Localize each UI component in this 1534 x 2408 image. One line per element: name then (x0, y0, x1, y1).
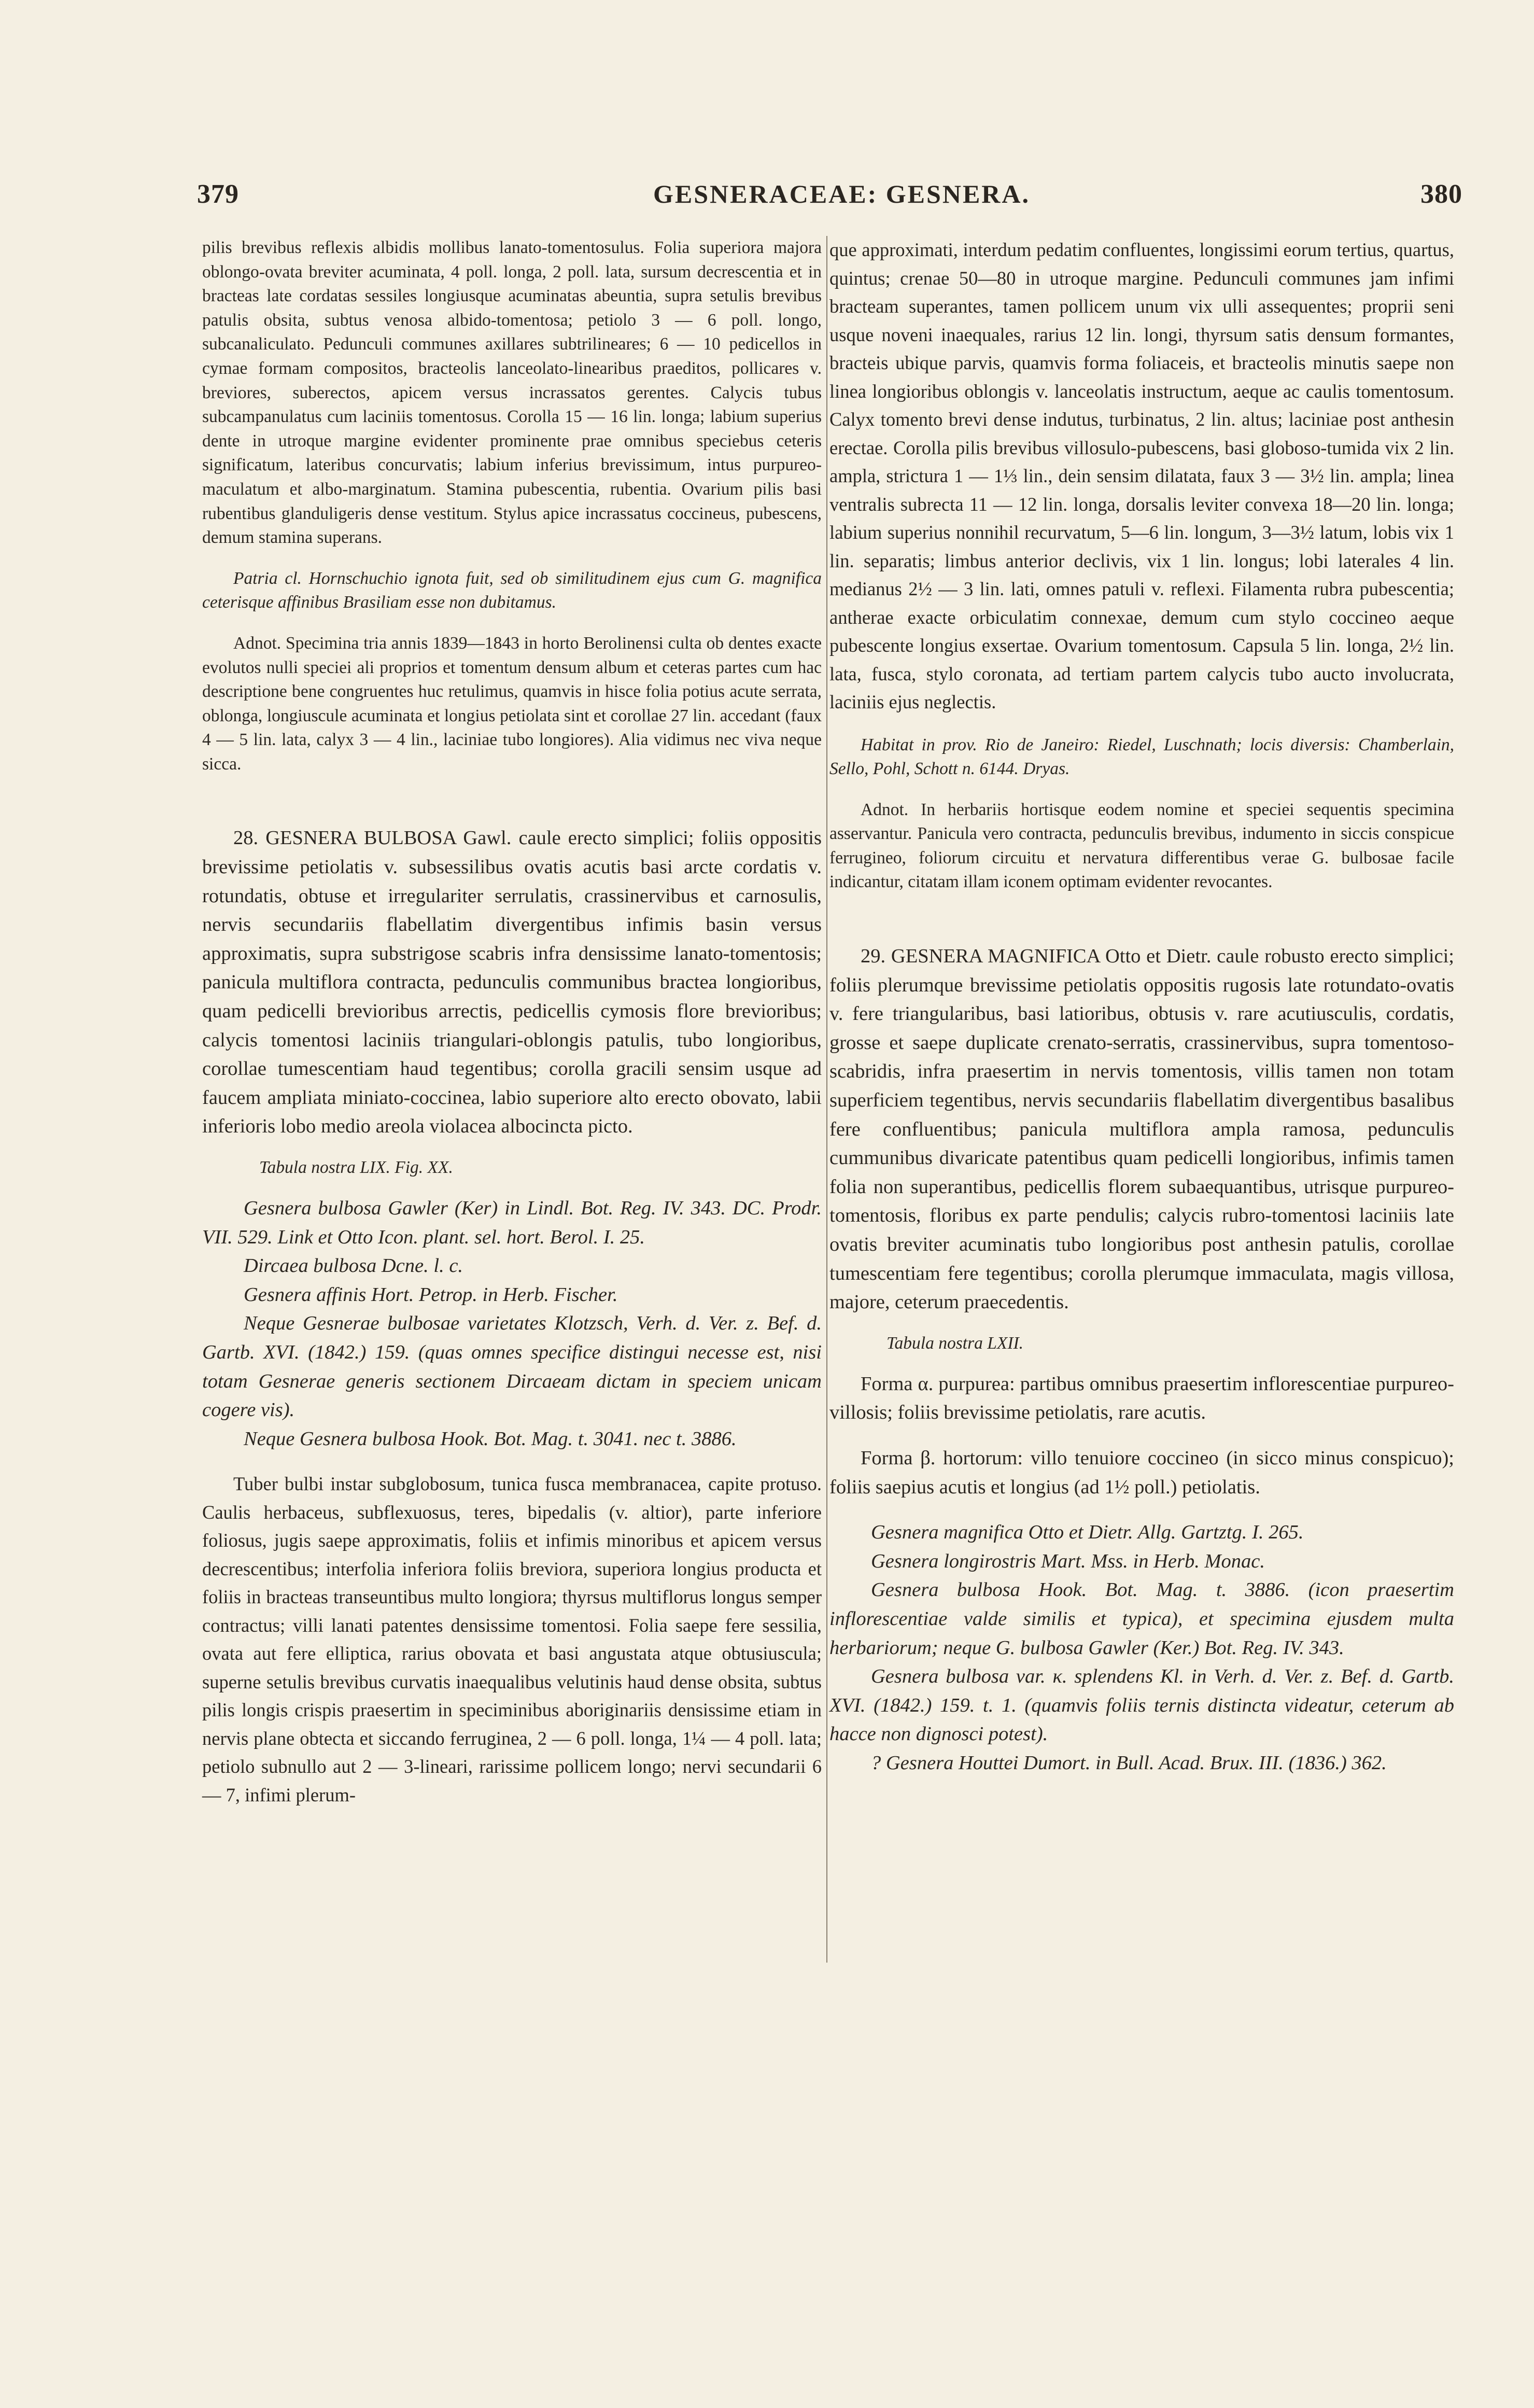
description-continued: que approximati, interdum pedatim confluentes, longissimi eorum tertius, quartus, quintus; crenae 50—80 in utroque margine. Pedunculi communes jam infimi bracteam superantes, tamen pollicem unum vix ulli assequentes; proprii seni usque noveni inaequales, rarius 12 lin. longi, thyrsum satis densum formantes, bracteis ubique parvis, quamvis forma foliaceis, et bracteolis minutis saepe non linea longioribus oblongis v. lanceolatis instructum, aeque ac caulis tomentosum. Calyx tomento brevi dense indutus, turbinatus, 2 lin. altus; laciniae post anthesin erectae. Corolla pilis brevibus villosulo-pubescens, basi globoso-tumida vix 2 lin. ampla, strictura 1 — 1⅓ lin., dein sensim dilatata, faux 3 — 3½ lin. ampla; linea ventralis subrecta 11 — 12 lin. longa, dorsalis leviter convexa 18—20 lin. longa; labium superius nonnihil recurvatum, 5—6 lin. longum, 3—3½ latum, lobis vix 1 lin. separatis; limbus anterior declivis, vix 1 lin. longus; lobi laterales 4 lin. medianus 2½ — 3 lin. lati, omnes patuli v. reflexi. Filamenta rubra pubescentia; antherae exacte orbiculatim connexae, demum cum stylo coccineo aeque pubescente longius exsertae. Ovarium tomentosum. Capsula 5 lin. longa, 2½ lin. lata, fusca, stylo coronata, ad tertiam partem calycis tubo aucto involucrata, laciniis ejus neglectis. (829, 239, 1454, 712)
page-number-left: 379 (197, 179, 239, 209)
synonym-citation: Dircaea bulbosa Dcne. l. c. (244, 1255, 463, 1277)
synonym-citation: Gesnera bulbosa var. κ. splendens Kl. in Verh. d. Ver. z. Bef. d. Gartb. XVI. (1842.) 159. t. 1. (quamvis foliis ternis distincta videatur, ceterum ab hacce non dignosci potest). (829, 1665, 1454, 1745)
synonym-citation: Gesnera bulbosa Hook. Bot. Mag. t. 3886. (icon praesertim inflorescentiae valde similis et typica), et specimina ejusdem multa herbariorum; neque G. bulbosa Gawler (Ker.) Bot. Reg. IV. 343. (829, 1579, 1454, 1659)
synonym-citation: Gesnera magnifica Otto et Dietr. Allg. Gartztg. I. 265. (871, 1521, 1304, 1544)
forma-alpha: Forma α. purpurea: partibus omnibus praesertim inflorescentiae purpureo-villosis; foliis brevissime petiolatis, rare acutis. (829, 1373, 1454, 1424)
species-29-diagnosis: 29. GESNERA MAGNIFICA Otto et Dietr. caule robusto erecto simplici; foliis plerumque brevissime petiolatis oppositis rugosis late rotundato-ovatis v. fere triangularibus, basi latioribus, obtusis v. rare acutiusculis, cordatis, grosse et saepe duplicate crenato-serratis, crassinervibus, supra tomentoso-scabridis, infra praesertim in nervis tomentosis, villis tamen non totam superficiem tegentibus, nervis secundariis flabellatim divergentibus basalibus fere confluentibus; panicula multiflora ampla ramosa, pedunculis cummunibus divaricate patentibus quam pedicelli longioribus, infimis tamen folia non superantibus, pedicellis florem subaequantibus, utrisque purpureo-tomentosis, floribus ex parte pendulis; calycis rubro-tomentosi laciniis late ovatis breviter acuminatis tubo longioribus post anthesin patulis, corollae tumescentiam fere tegentibus; corolla plerumque immaculata, magis villosa, majore, ceterum praecedentis. (829, 945, 1454, 1313)
adnot-paragraph: Adnot. Specimina tria annis 1839—1843 in horto Berolinensi culta ob dentes exacte evolutos nulli speciei ali proprios et tomentum densum album et ceteras partes cum hac descriptione bene congruentes huc retulimus, quamvis in hisce folia potius acute serrata, oblonga, longiuscule acuminata et longius petiolata sint et corollae 27 lin. accedant (faux 4 — 5 lin. lata, calyx 3 — 4 lin., laciniae tubo longiores). Alia vidimus nec viva neque sicca. (202, 633, 822, 774)
plate-reference: Tabula nostra LIX. Fig. XX. (259, 1158, 453, 1177)
synonym-citation: ? Gesnera Houttei Dumort. in Bull. Acad. Brux. III. (1836.) 362. (871, 1752, 1387, 1774)
description-continued: pilis brevibus reflexis albidis mollibus lanato-tomentosulus. Folia superiora majora oblongo-ovata breviter acuminata, 4 poll. longa, 2 poll. lata, sursum decrescentia et in bracteas late cordatas sessiles longiusque acuminatas abeuntia, supra setulis brevibus patulis obsita, subtus venosa albido-tomentosa; petiolo 3 — 6 poll. longo, subcanaliculato. Pedunculi communes axillares subtrilineares; 6 — 10 pedicellos in cymae formam compositos, bracteolis lanceolato-linearibus praeditos, pollicares v. breviores, suberectos, apicem versus incrassatos gerentes. Calycis tubus subcampanulatus cum laciniis tomentosus. Corolla 15 — 16 lin. longa; labium superius dente in utroque margine evidenter prominente prae omnibus speciebus ceteris significatum, lateribus concurvatis; labium inferius brevissimum, intus purpureo-maculatum et albo-marginatum. Stamina pubescentia, rubentia. Ovarium pilis basi rubentibus glanduligeris dense vestitum. Stylus apice incrassatus coccineus, pubescens, demum stamina superans. (202, 238, 822, 548)
synonym-citation: Neque Gesnerae bulbosae varietates Klotzsch, Verh. d. Ver. z. Bef. d. Gartb. XVI. (1842.) 159. (quas omnes specifice distingui necesse est, nisi totam Gesnerae generis sectionem Dircaeam dictam in speciem unicam cogere vis). (202, 1312, 822, 1421)
synonym-citation: Gesnera affinis Hort. Petrop. in Herb. Fischer. (244, 1283, 618, 1306)
synonym-citation: Gesnera bulbosa Gawler (Ker) in Lindl. Bot. Reg. IV. 343. DC. Prodr. VII. 529. Link et Otto Icon. plant. sel. hort. Berol. I. 25. (202, 1197, 822, 1248)
adnot-paragraph: Adnot. In herbariis hortisque eodem nomine et speciei sequentis specimina asservantur. Panicula vero contracta, pedunculis brevibus, indumento in siccis conspicue ferrugineo, foliorum circuitu et nervatura differentibus verae G. bulbosae facile indicantur, citatam illam iconem optimam evidenter revocantes. (829, 800, 1454, 892)
species-28-description: Tuber bulbi instar subglobosum, tunica fusca membranacea, capite protuso. Caulis herbaceus, subflexuosus, teres, bipedalis (v. altior), parte inferiore foliosus, jugis saepe approximatis, foliis et infimis minoribus et apicem versus decrescentibus; interfolia inferiora foliis breviora, superiora longius producta et foliis in bracteas transeuntibus multo longiora; thyrsus multiflorus longus semper contractus; villi lanati patentes densissime tomentosi. Folia saepe fere sessilia, ovata aut fere elliptica, rarius obovata et basi angustata atque obtusiuscula; superne setulis brevibus curvatis inaequalibus velutinis haud dense obsita, subtus pilis longis crispis praesertim in speciminibus aboriginariis densissime etiam in nervis plane obtecta et siccando ferruginea, 2 — 6 poll. longa, 1¼ — 4 poll. lata; petiolo subnullo aut 2 — 3-lineari, rarissime pollicem longo; nervi secundarii 6 — 7, infimi plerum- (202, 1473, 822, 1805)
column-divider (826, 236, 827, 1963)
synonym-citation: Neque Gesnera bulbosa Hook. Bot. Mag. t. 3041. nec t. 3886. (244, 1427, 737, 1450)
species-28-diagnosis: 28. GESNERA BULBOSA Gawl. caule erecto simplici; foliis oppositis brevissime petiolatis v. subsessilibus ovatis acutis basi arcte cordatis v. rotundatis, obtuse et irregulariter serrulatis, crassinervibus et carnosulis, nervis secundariis flabellatim divergentibus infimis basin versus approximatis, supra substrigose scabris infra densissime lanato-tomentosis; panicula multiflora contracta, pedunculis communibus bractea longioribus, quam pedicelli brevioribus arrectis, pedicellis cymosis flore brevioribus; calycis tomentosi laciniis triangulari-oblongis patulis, tubo longioribus, corollae tumescentiam haud tegentibus; corolla gracili sensim usque ad faucem ampliata miniato-coccinea, labio superiore alto erecto obovato, labii inferioris lobo medio areola violacea albocincta picto. (202, 827, 822, 1138)
page-number-right: 380 (1420, 179, 1462, 209)
synonym-citation: Gesnera longirostris Mart. Mss. in Herb. Monac. (871, 1550, 1265, 1572)
plate-reference: Tabula nostra LXII. (886, 1333, 1024, 1353)
left-column (202, 236, 822, 1826)
patria-note: Patria cl. Hornschuchio ignota fuit, sed ob similitudinem ejus cum G. magnifica ceterisque affinibus Brasiliam esse non dubitamus. (202, 568, 822, 612)
forma-beta: Forma β. hortorum: villo tenuiore coccineo (in sicco minus conspicuo); foliis saepius acutis et longius (ad 1½ poll.) petiolatis. (829, 1447, 1454, 1498)
running-title: GESNERACEAE: GESNERA. (653, 179, 1031, 208)
habitat-note: Habitat in prov. Rio de Janeiro: Riedel, Luschnath; locis diversis: Chamberlain, Sello, Pohl, Schott n. 6144. Dryas. (829, 735, 1454, 779)
right-column (829, 236, 1454, 1795)
